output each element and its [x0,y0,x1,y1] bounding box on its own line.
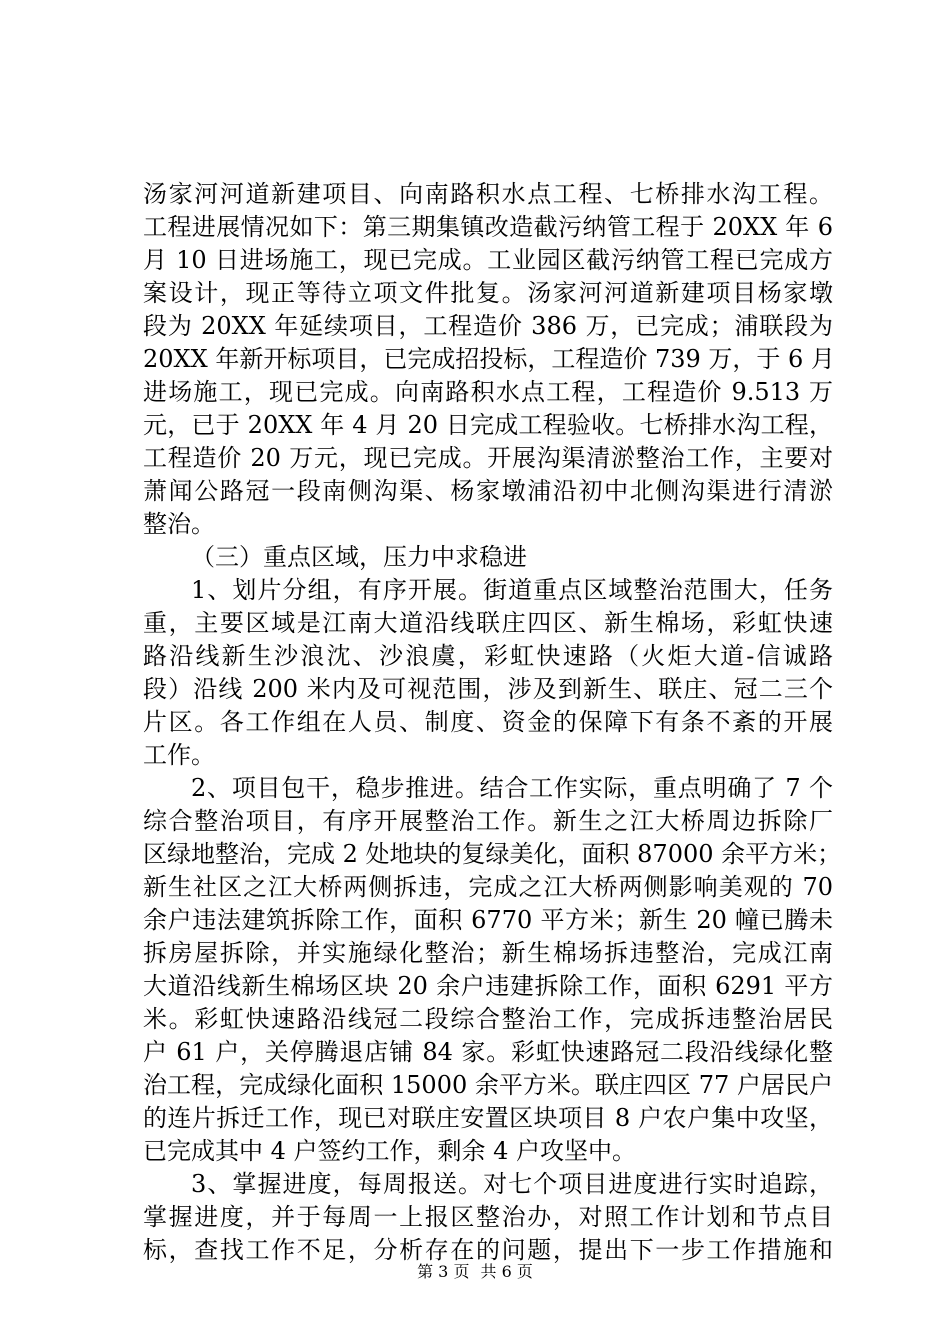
text-line: 米。彩虹快速路沿线冠二段综合整治工作，完成拆违整治居民 [143,1005,833,1033]
text-line: 新生社区之江大桥两侧拆违，完成之江大桥两侧影响美观的 70 [143,873,833,901]
text-line: 20XX 年新开标项目，已完成招投标，工程造价 739 万，于 6 月 [143,345,835,373]
text-line: （三）重点区域，压力中求稳进 [191,543,527,571]
text-line: 段）沿线 200 米内及可视范围，涉及到新生、联庄、冠二三个 [143,675,833,703]
text-line: 治工程，完成绿化面积 15000 余平方米。联庄四区 77 户居民户 [143,1071,833,1099]
text-line: 3、掌握进度，每周报送。对七个项目进度进行实时追踪， [191,1170,833,1198]
text-line: 的连片拆迁工作，现已对联庄安置区块项目 8 户农户集中攻坚， [143,1104,833,1132]
text-line: 工程造价 20 万元，现已完成。开展沟渠清淤整治工作，主要对 [143,444,833,472]
text-line: 段为 20XX 年延续项目，工程造价 386 万，已完成；浦联段为 [143,312,833,340]
text-line: 重，主要区域是江南大道沿线联庄四区、新生棉场，彩虹快速 [143,609,833,637]
text-line: 综合整治项目，有序开展整治工作。新生之江大桥周边拆除厂 [143,807,833,835]
document-body [143,178,842,1267]
text-line: 元，已于 20XX 年 4 月 20 日完成工程验收。七桥排水沟工程， [143,411,833,439]
text-line: 余户违法建筑拆除工作，面积 6770 平方米；新生 20 幢已腾未 [143,906,833,934]
text-line: 大道沿线新生棉场区块 20 余户违建拆除工作，面积 6291 平方 [143,972,833,1000]
page-number: 第 3 页 [417,1262,470,1281]
text-line: 掌握进度，并于每周一上报区整治办，对照工作计划和节点目 [143,1203,833,1231]
text-line: 萧闻公路冠一段南侧沟渠、杨家墩浦沿初中北侧沟渠进行清淤 [143,477,833,505]
text-line: 标，查找工作不足，分析存在的问题，提出下一步工作措施和 [143,1236,833,1264]
text-line: 整治。 [143,510,215,538]
text-line: 户 61 户，关停腾退店铺 84 家。彩虹快速路冠二段沿线绿化整 [143,1038,833,1066]
page-total: 共 6 页 [480,1262,533,1281]
text-line: 拆房屋拆除，并实施绿化整治；新生棉场拆违整治，完成江南 [143,939,833,967]
text-line: 工作。 [143,741,215,769]
text-line: 案设计，现正等待立项文件批复。汤家河河道新建项目杨家墩 [143,279,833,307]
text-line: 片区。各工作组在人员、制度、资金的保障下有条不紊的开展 [143,708,833,736]
text-line: 月 10 日进场施工，现已完成。工业园区截污纳管工程已完成方 [143,246,833,274]
text-line: 已完成其中 4 户签约工作，剩余 4 户攻坚中。 [143,1137,637,1165]
text-line: 2、项目包干，稳步推进。结合工作实际，重点明确了 7 个 [191,774,833,802]
text-line: 进场施工，现已完成。向南路积水点工程，工程造价 9.513 万 [143,378,833,406]
text-line: 1、划片分组，有序开展。街道重点区域整治范围大，任务 [191,576,833,604]
page-footer [0,1262,950,1282]
text-line: 路沿线新生沙浪沈、沙浪虞，彩虹快速路（火炬大道-信诚路 [143,642,833,670]
text-line: 工程进展情况如下：第三期集镇改造截污纳管工程于 20XX 年 6 [143,213,833,241]
text-line: 汤家河河道新建项目、向南路积水点工程、七桥排水沟工程。 [143,180,833,208]
text-line: 区绿地整治，完成 2 处地块的复绿美化，面积 87000 余平方米； [143,840,842,868]
